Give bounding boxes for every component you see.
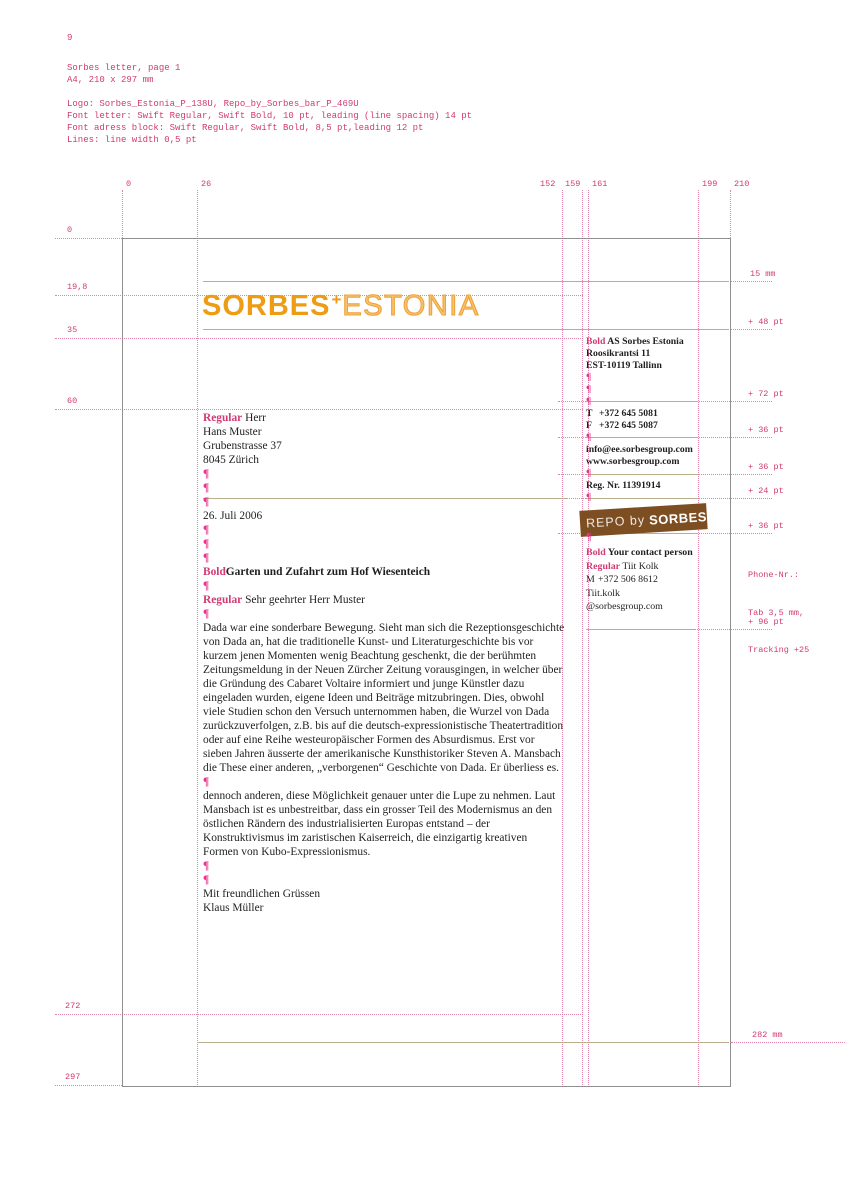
- contact-title: Your contact person: [607, 547, 693, 558]
- email-line: info@ee.sorbesgroup.com: [586, 444, 693, 455]
- guide-h-15mm: [731, 281, 772, 282]
- ruler-top-label-210: 210: [734, 179, 750, 189]
- pilcrow-mark: ¶: [586, 372, 592, 384]
- contact-block: [586, 546, 704, 614]
- ruler-top-label-0: 0: [126, 179, 132, 189]
- style-marker-bold: Bold: [586, 336, 606, 347]
- street-line: Roosikrantsi 11: [586, 348, 651, 360]
- phone-f-number: +372 645 5087: [599, 420, 658, 432]
- annotation-spec-line: Logo: Sorbes_Estonia_P_138U, Repo_by_Sorbes_bar_P_469U: [67, 99, 359, 109]
- logo-word-estonia: ESTONIA: [342, 290, 480, 322]
- measure-label-48pt: + 48 pt: [748, 317, 784, 327]
- pilcrow-mark: ¶: [203, 468, 210, 480]
- style-marker-regular: Regular: [586, 560, 621, 572]
- measure-label-36pt-c: + 36 pt: [748, 521, 784, 531]
- rule-below-logo: [203, 329, 729, 330]
- body-paragraph-1: Dada war eine sonderbare Bewegung. Sieht man sich die Rezeptionsgeschichte von Dada an, hat die traditionelle Kunst- und Literaturgeschichte bis vor kurzem jenen Momenten wenig Beachtung geschenkt, die der berühmten Zeitungsmeldung in der Neuen Zürcher Zeitung vorausgingen, in welcher über die Gründung des Cabaret Voltaire informiert und junge Künstler dazu eingeladen wurden, eigene Ideen und Beiträge mitzubringen. Dies, obwohl viele Studien schon den Versuch unternommen haben, die Wurzel von Dada zurückzuverfolgen, z.B. bis auf die deutsch-expressionistische Theatertradition oder auf eine Reihe westeuropäischer Formen des Absurdismus. Erst vor sieben Jahren äusserte der amerikanische Kunsthistoriker Steven A. Mansbach die These einer anderen, „verborgenen“ Geschichte von Dada. Er überliess es.: [203, 622, 565, 774]
- guide-h-282mm: [731, 1042, 845, 1043]
- style-marker-bold: Bold: [203, 566, 226, 578]
- guide-h-297mm: [55, 1085, 122, 1086]
- pilcrow-mark: ¶: [586, 468, 592, 480]
- recipient-name: Hans Muster: [203, 426, 262, 438]
- logo-word-sorbes: SORBES: [202, 290, 331, 322]
- measure-label-96pt: + 96 pt: [748, 617, 784, 627]
- salutation-text: Sehr geehrter Herr Muster: [245, 594, 365, 606]
- pilcrow-mark: ¶: [203, 580, 210, 592]
- rule-above-logo: [203, 281, 729, 282]
- pilcrow-mark: ¶: [586, 432, 592, 444]
- mobile-number: +372 506 8612: [598, 574, 658, 586]
- measure-label-24pt: + 24 pt: [748, 486, 784, 496]
- recipient-street: Grubenstrasse 37: [203, 440, 282, 452]
- style-marker-regular: Regular: [203, 412, 243, 424]
- pilcrow-mark: ¶: [203, 496, 210, 508]
- subject-text: Garten und Zufahrt zum Hof Wiesenteich: [225, 566, 431, 578]
- sorbes-estonia-logo: [202, 290, 480, 323]
- website-line: www.sorbesgroup.com: [586, 456, 680, 468]
- recipient-salutation: Herr: [245, 412, 266, 424]
- annotation-title: [67, 62, 180, 86]
- ruler-left-label-0: 0: [67, 225, 73, 235]
- measure-label-282mm: 282 mm: [752, 1030, 783, 1040]
- annotation-specs: [67, 98, 472, 146]
- pilcrow-mark: ¶: [203, 524, 210, 536]
- style-marker-bold: Bold: [586, 547, 606, 558]
- contact-title-line: [586, 546, 704, 560]
- pilcrow-mark: ¶: [586, 492, 592, 504]
- ruler-left-label-19-8: 19,8: [67, 282, 88, 292]
- phone-t-line: [586, 408, 704, 420]
- pilcrow-mark: ¶: [586, 396, 592, 408]
- signature-line: Klaus Müller: [203, 902, 264, 914]
- phone-note-line: Phone-Nr.:: [748, 570, 800, 580]
- address-block-reg: [586, 480, 704, 504]
- phone-note-line: Tracking +25: [748, 645, 810, 655]
- body-paragraph-2: dennoch anderen, diese Möglichkeit genauer unter die Lupe zu nehmen. Laut Mansbach ist es unbestreitbar, dass ein grosser Teil des Modernismus an den östlichen Rändern des industrialisierten Europas entstand – der Konstruktivismus im zaristischen Kaiserreich, die einzigartig kreativen Formen von Kubo-Expressionismus.: [203, 790, 556, 858]
- annotation-spec-line: Lines: line width 0,5 pt: [67, 135, 197, 145]
- style-marker-regular: Regular: [203, 594, 243, 606]
- rule-contact-end: [586, 629, 694, 630]
- contact-name-line: [586, 560, 704, 574]
- guide-v-210mm: [730, 190, 731, 238]
- recipient-city: 8045 Zürich: [203, 454, 259, 466]
- measure-label-15mm: 15 mm: [750, 269, 776, 279]
- ruler-top-label-199: 199: [702, 179, 718, 189]
- logo-plus-icon: +: [331, 290, 342, 309]
- ruler-left-label-60: 60: [67, 396, 78, 406]
- letter-body: [203, 411, 565, 915]
- contact-email-line2: @sorbesgroup.com: [586, 601, 663, 613]
- measure-label-36pt-b: + 36 pt: [748, 462, 784, 472]
- pilcrow-mark: ¶: [203, 860, 210, 872]
- phone-t-number: +372 645 5081: [599, 408, 658, 419]
- letter-date: 26. Juli 2006: [203, 510, 263, 522]
- ruler-left-label-272: 272: [65, 1001, 81, 1011]
- contact-mobile-line: [586, 573, 704, 587]
- ruler-left-label-35: 35: [67, 325, 78, 335]
- company-line: [586, 336, 704, 348]
- phone-tracking-note: [748, 544, 809, 682]
- ruler-left-label-297: 297: [65, 1072, 81, 1082]
- reg-number-line: Reg. Nr. 11391914: [586, 480, 661, 491]
- company-name: AS Sorbes Estonia: [607, 336, 684, 347]
- phone-t-label: T: [586, 408, 593, 419]
- banner-plus-icon: +: [706, 506, 713, 518]
- address-block-web: [586, 444, 704, 480]
- guide-h-48pt: [731, 329, 772, 330]
- pilcrow-mark: ¶: [586, 532, 592, 543]
- recipient-salutation-line: [203, 411, 565, 425]
- banner-word-sorbes: SORBES: [648, 508, 708, 528]
- closing-line: Mit freundlichen Grüssen: [203, 888, 321, 900]
- phone-f-line: [586, 420, 704, 432]
- page-number: 9: [67, 33, 73, 43]
- address-block-company: [586, 336, 704, 409]
- pilcrow-mark: ¶: [203, 482, 210, 494]
- pilcrow-mark: ¶: [203, 552, 210, 564]
- rule-footer: [197, 1042, 729, 1043]
- phone-note-line: Tab 3,5 mm,: [748, 607, 805, 618]
- annotation-title-line: Sorbes letter, page 1: [67, 63, 181, 73]
- guide-h-0mm: [55, 238, 122, 239]
- contact-email-line1: Tiit.kolk: [586, 587, 620, 599]
- pilcrow-mark: ¶: [203, 608, 210, 620]
- phone-f-label: F: [586, 420, 592, 432]
- banner-prefix: REPO by: [585, 512, 646, 531]
- pilcrow-mark: ¶: [586, 384, 592, 396]
- ruler-top-label-152: 152: [540, 179, 556, 189]
- address-block-phones: [586, 408, 704, 444]
- pilcrow-mark: ¶: [203, 538, 210, 550]
- city-line: EST-10119 Tallinn: [586, 360, 662, 372]
- guide-v-0mm: [122, 190, 123, 238]
- pilcrow-mark: ¶: [203, 776, 210, 788]
- pilcrow-mark: ¶: [203, 874, 210, 886]
- contact-name: Tiit Kolk: [622, 560, 659, 572]
- annotation-spec-line: Font adress block: Swift Regular, Swift Bold, 8,5 pt,leading 12 pt: [67, 123, 424, 133]
- ruler-top-label-161: 161: [592, 179, 608, 189]
- ruler-top-label-159: 159: [565, 179, 581, 189]
- measure-label-72pt: + 72 pt: [748, 389, 784, 399]
- measure-label-36pt-a: + 36 pt: [748, 425, 784, 435]
- mobile-label: M: [586, 574, 595, 586]
- salutation-line: [203, 593, 565, 607]
- annotation-spec-line: Font letter: Swift Regular, Swift Bold, 10 pt, leading (line spacing) 14 pt: [67, 111, 473, 121]
- subject-line: [203, 565, 565, 579]
- ruler-top-label-26: 26: [201, 179, 212, 189]
- annotation-title-line: A4, 210 x 297 mm: [67, 75, 154, 85]
